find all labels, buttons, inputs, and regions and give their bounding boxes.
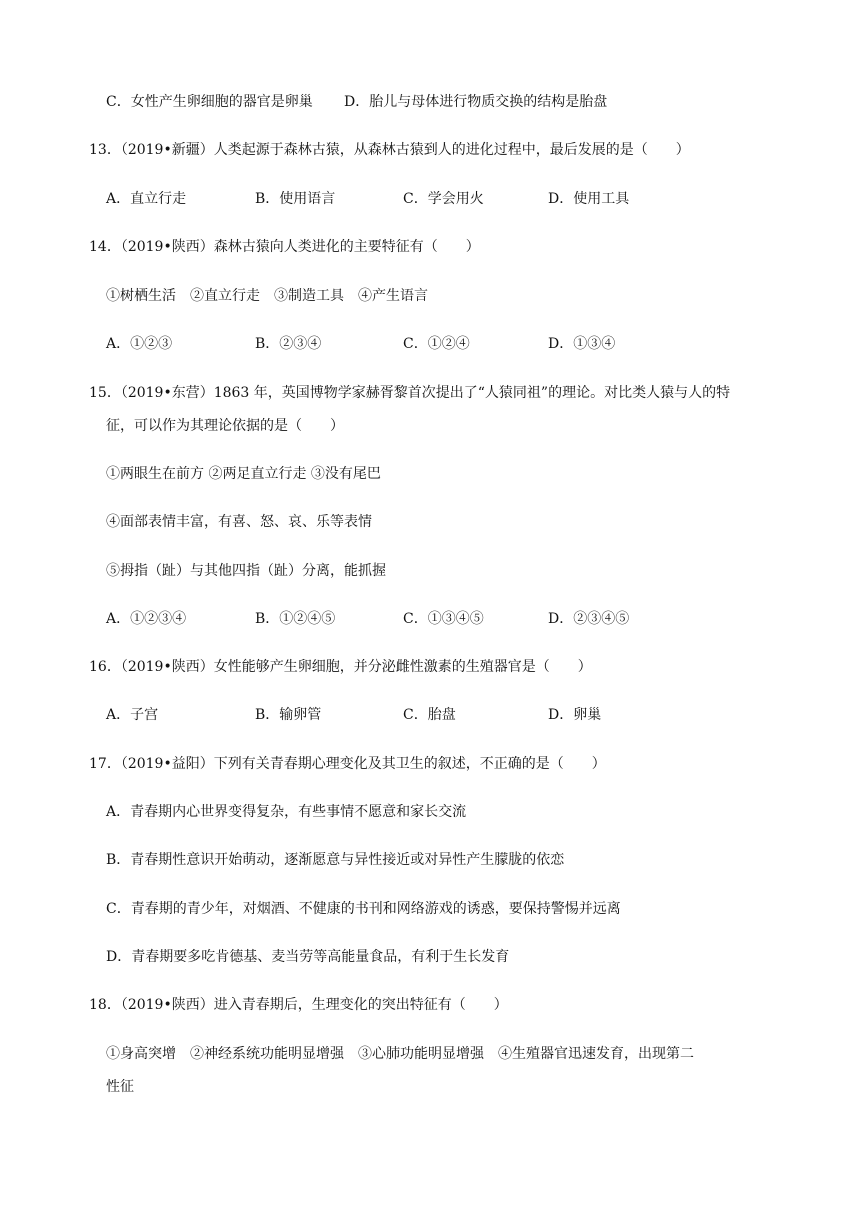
q15-option-d: D．②③④⑤ bbox=[548, 611, 630, 627]
q14-option-d: D．①③④ bbox=[548, 336, 616, 352]
q12-option-d: D．胎儿与母体进行物质交换的结构是胎盘 bbox=[344, 94, 608, 110]
q13-option-a: A．直立行走 bbox=[106, 191, 187, 207]
q15-item-3: ⑤拇指（趾）与其他四指（趾）分离，能抓握 bbox=[106, 563, 386, 579]
q14-items: ①树栖生活 ②直立行走 ③制造工具 ④产生语言 bbox=[106, 288, 428, 304]
q18-items-line1: ①身高突增 ②神经系统功能明显增强 ③心肺功能明显增强 ④生殖器官迅速发育，出现第二 bbox=[106, 1046, 694, 1062]
q18-items-line2: 性征 bbox=[106, 1079, 134, 1095]
q13-option-b: B．使用语言 bbox=[255, 191, 336, 207]
q14-stem: 14．（2019•陕西）森林古猿向人类进化的主要特征有（ ） bbox=[89, 239, 480, 255]
q16-option-c: C．胎盘 bbox=[403, 707, 456, 723]
q15-item-2: ④面部表情丰富，有喜、怒、哀、乐等表情 bbox=[106, 514, 372, 530]
q18-stem: 18．（2019•陕西）进入青春期后，生理变化的突出特征有（ ） bbox=[89, 997, 508, 1013]
q14-option-a: A．①②③ bbox=[106, 336, 173, 352]
q13-stem: 13．（2019•新疆）人类起源于森林古猿，从森林古猿到人的进化过程中，最后发展的是（ ） bbox=[89, 142, 690, 158]
q16-stem: 16．（2019•陕西）女性能够产生卵细胞，并分泌雌性激素的生殖器官是（ ） bbox=[89, 659, 592, 675]
q14-option-c: C．①②④ bbox=[403, 336, 470, 352]
q15-option-b: B．①②④⑤ bbox=[255, 611, 336, 627]
q12-option-c: C．女性产生卵细胞的器官是卵巢 bbox=[106, 94, 313, 110]
q14-option-b: B．②③④ bbox=[255, 336, 322, 352]
q17-option-d: D．青春期要多吃肯德基、麦当劳等高能量食品，有利于生长发育 bbox=[106, 949, 510, 965]
q16-option-a: A．子宫 bbox=[106, 707, 159, 723]
q15-option-c: C．①③④⑤ bbox=[403, 611, 484, 627]
q17-stem: 17．（2019•益阳）下列有关青春期心理变化及其卫生的叙述，不正确的是（ ） bbox=[89, 756, 606, 772]
q15-stem-line1: 15．（2019•东营）1863 年，英国博物学家赫胥黎首次提出了“人猿同祖”的理论。对比类人猿与人的特 bbox=[89, 385, 731, 401]
q15-stem-line2: 征，可以作为其理论依据的是（ ） bbox=[106, 418, 344, 434]
q13-option-d: D．使用工具 bbox=[548, 191, 630, 207]
q16-option-d: D．卵巢 bbox=[548, 707, 602, 723]
q16-option-b: B．输卵管 bbox=[255, 707, 322, 723]
q17-option-c: C．青春期的青少年，对烟酒、不健康的书刊和网络游戏的诱惑，要保持警惕并远离 bbox=[106, 901, 621, 917]
q15-item-1: ①两眼生在前方 ②两足直立行走 ③没有尾巴 bbox=[106, 466, 381, 482]
q15-option-a: A．①②③④ bbox=[106, 611, 187, 627]
q13-option-c: C．学会用火 bbox=[403, 191, 484, 207]
q17-option-b: B．青春期性意识开始萌动，逐渐愿意与异性接近或对异性产生朦胧的依恋 bbox=[106, 852, 565, 868]
q17-option-a: A．青春期内心世界变得复杂，有些事情不愿意和家长交流 bbox=[106, 804, 467, 820]
